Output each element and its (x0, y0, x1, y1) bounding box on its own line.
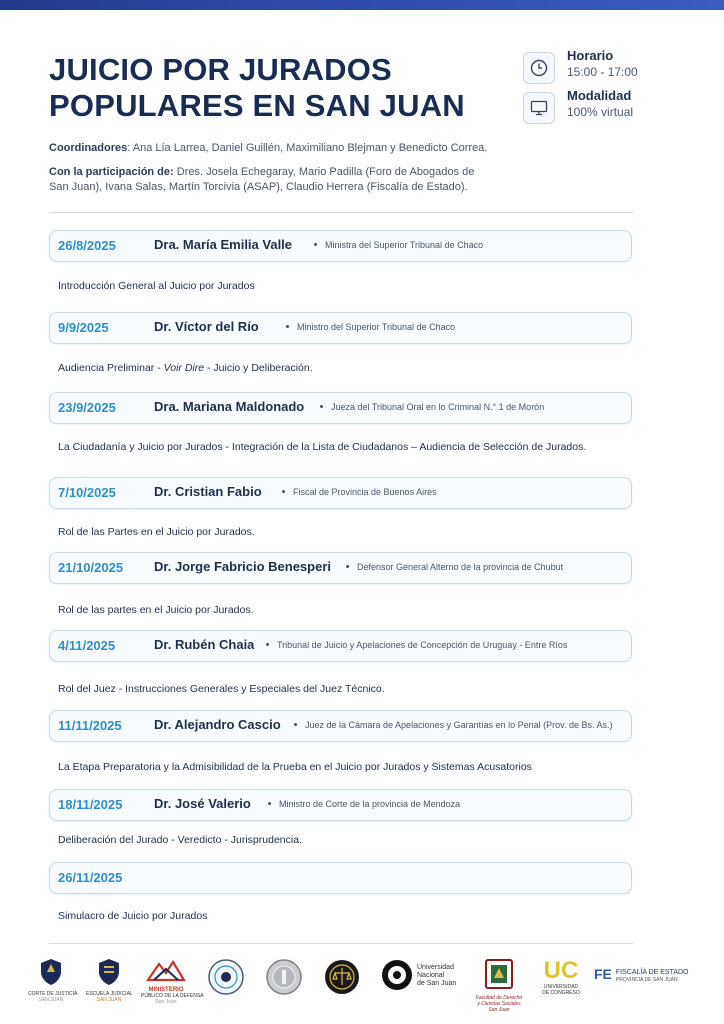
modalidad-label: Modalidad (567, 88, 632, 103)
session-speaker: Dr. Cristian Fabio (154, 484, 262, 499)
session-row (49, 312, 632, 344)
session-row (49, 230, 632, 262)
horario-value: 15:00 - 17:00 (567, 65, 638, 79)
session-date: 7/10/2025 (58, 485, 116, 500)
escuela-judicial-logo: ESCUELA JUDICIAL SAN JUAN (86, 958, 132, 1003)
session-role: Fiscal de Provincia de Buenos Aires (274, 487, 437, 497)
session-topic: Introducción General al Juicio por Jurados (58, 280, 255, 292)
session-speaker: Dr. Rubén Chaia (154, 637, 255, 652)
session-date: 21/10/2025 (58, 560, 124, 575)
modalidad-box (523, 88, 673, 126)
session-speaker: Dr. Víctor del Río (154, 319, 259, 334)
bullet-dot (266, 643, 269, 646)
coordinadores (49, 141, 509, 156)
fiscalia-estado-logo: FE FISCALÍA DE ESTADO PROVINCIA DE SAN JUAN (594, 966, 689, 983)
session-row (49, 789, 632, 821)
horario-label: Horario (567, 48, 614, 63)
session-topic: Simulacro de Juicio por Jurados (58, 910, 208, 922)
session-speaker: Dra. Mariana Maldonado (154, 399, 305, 414)
bullet-dot (286, 325, 289, 328)
session-date: 23/9/2025 (58, 400, 116, 415)
session-row (49, 710, 632, 742)
session-role: Juez de la Cámara de Apelaciones y Garantías en lo Penal (Prov. de Bs. As.) (286, 720, 613, 730)
session-date: 11/11/2025 (58, 718, 122, 733)
modalidad-value: 100% virtual (567, 105, 634, 119)
horario-box (523, 48, 673, 86)
session-date: 18/11/2025 (58, 797, 123, 812)
bullet-dot (346, 565, 349, 568)
title-line-1: JUICIO POR JURADOS (49, 52, 392, 87)
page-title (49, 52, 479, 124)
bullet-dot (294, 723, 297, 726)
session-role: Ministra del Superior Tribunal de Chaco (306, 240, 483, 250)
bullet-dot (314, 243, 317, 246)
session-role: Tribunal de Juicio y Apelaciones de Concepción de Uruguay - Entre Ríos (258, 640, 567, 650)
unsj-logo: Universidad Nacional de San Juan (380, 958, 460, 992)
divider (49, 212, 633, 213)
session-speaker: Dr. José Valerio (154, 796, 251, 811)
monitor-icon (523, 92, 555, 124)
coordinadores-text: : Ana Lía Larrea, Daniel Guillén, Maximiliano Blejman y Benedicto Correa. (127, 142, 488, 154)
session-date: 26/8/2025 (58, 238, 116, 253)
seal-logo-3 (322, 958, 362, 1001)
session-row (49, 630, 632, 662)
bullet-dot (268, 802, 271, 805)
ministerio-defensa-logo: MINISTERIO PÚBLICO DE LA DEFENSA San Juan (141, 958, 191, 1005)
session-role: Defensor General Alterno de la provincia de Chubut (338, 562, 563, 572)
session-topic: Deliberación del Jurado - Veredicto - Jurisprudencia. (58, 834, 302, 846)
title-line-2: POPULARES EN SAN JUAN (49, 88, 465, 123)
session-topic: La Etapa Preparatoria y la Admisibilidad de la Prueba en el Juicio por Jurados y Sistemas Acusatorios (58, 761, 532, 773)
clock-icon (523, 52, 555, 84)
session-topic: Rol del Juez - Instrucciones Generales y Especiales del Juez Técnico. (58, 683, 385, 695)
session-date: 9/9/2025 (58, 320, 109, 335)
session-row (49, 392, 632, 424)
session-speaker: Dr. Alejandro Cascio (154, 717, 281, 732)
participacion (49, 165, 484, 195)
universidad-congreso-logo: UC UNIVERSIDAD DE CONGRESO (542, 957, 580, 996)
participacion-text: Dres. Josela Echegaray, Mario Padilla (Foro de Abogados de San Juan), Ivana Salas, Martín Torcivia (ASAP), Claudio Herrera (Fiscalía de Estado). (49, 166, 475, 193)
facultad-derecho-logo: Facultad de Derecho y Ciencias Sociales San Juan (468, 958, 530, 1013)
bullet-dot (320, 405, 323, 408)
session-row (49, 477, 632, 509)
session-topic: La Ciudadanía y Juicio por Jurados - Integración de la Lista de Ciudadanos – Audiencia de Selección de Jurados. (58, 441, 587, 453)
bullet-dot (282, 490, 285, 493)
session-topic: Rol de las Partes en el Juicio por Jurados. (58, 526, 255, 538)
session-role: Ministro del Superior Tribunal de Chaco (278, 322, 455, 332)
session-topic: Audiencia Preliminar - Voir Dire - Juicio y Deliberación. (58, 362, 313, 374)
participacion-label: Con la participación de: (49, 166, 174, 178)
coordinadores-label: Coordinadores (49, 142, 128, 154)
session-date: 4/11/2025 (58, 638, 116, 653)
session-speaker: Dra. María Emilia Valle (154, 237, 293, 252)
corte-justicia-logo: CORTE DE JUSTICIA SAN JUAN (28, 958, 74, 1003)
divider (49, 943, 633, 944)
session-role: Ministro de Corte de la provincia de Mendoza (260, 799, 460, 809)
session-row (49, 552, 632, 584)
sponsor-logos (28, 958, 698, 1018)
session-row (49, 862, 632, 894)
top-accent-bar (0, 0, 724, 10)
session-date: 26/11/2025 (58, 870, 123, 885)
seal-logo-2 (264, 958, 304, 1001)
seal-logo-1 (206, 958, 246, 1001)
session-speaker: Dr. Jorge Fabricio Benesperi (154, 559, 332, 574)
session-topic: Rol de las partes en el Juicio por Jurados. (58, 604, 254, 616)
session-role: Jueza del Tribunal Oral en lo Criminal N.° 1 de Morón (312, 402, 544, 412)
